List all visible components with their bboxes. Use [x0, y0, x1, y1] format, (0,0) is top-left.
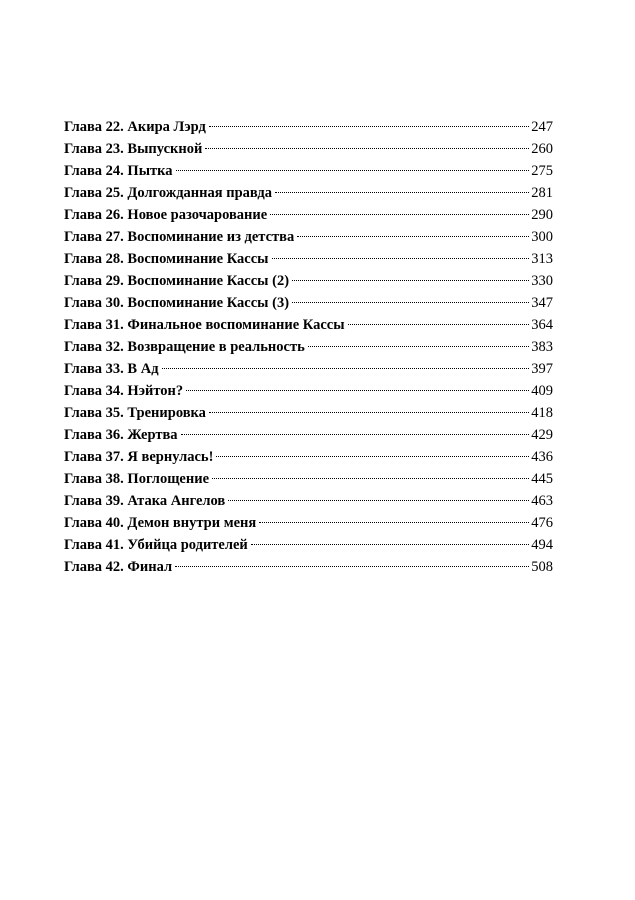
toc-entry — [64, 204, 553, 226]
toc-entry — [64, 160, 553, 182]
toc-entry-page: 383 — [531, 339, 553, 355]
toc-entry-title: Глава 41. Убийца родителей — [64, 537, 248, 553]
dot-leader — [292, 302, 529, 303]
toc-entry — [64, 556, 553, 578]
dot-leader — [205, 148, 529, 149]
toc-entry-page: 397 — [531, 361, 553, 377]
dot-leader — [348, 324, 530, 325]
dot-leader — [162, 368, 530, 369]
toc-entry-title: Глава 36. Жертва — [64, 427, 178, 443]
toc-entry — [64, 468, 553, 490]
dot-leader — [251, 544, 529, 545]
toc-entry-page: 313 — [531, 251, 553, 267]
toc-entry-title: Глава 24. Пытка — [64, 163, 173, 179]
toc-entry-page: 281 — [531, 185, 553, 201]
toc-entry-title: Глава 38. Поглощение — [64, 471, 210, 487]
toc-entry — [64, 490, 553, 512]
toc-entry-title: Глава 22. Акира Лэрд — [64, 119, 206, 135]
toc-entry — [64, 292, 553, 314]
toc-entry-page: 290 — [531, 207, 553, 223]
toc-entry — [64, 138, 553, 160]
toc-entry-page: 445 — [531, 471, 553, 487]
toc-entry — [64, 116, 553, 138]
toc-entry-page: 260 — [531, 141, 553, 157]
toc-entry-title: Глава 33. В Ад — [64, 361, 159, 377]
toc-entry-title: Глава 35. Тренировка — [64, 405, 206, 421]
toc-entry-title: Глава 40. Демон внутри меня — [64, 515, 257, 531]
toc-entry-title: Глава 30. Воспоминание Кассы (3) — [64, 295, 290, 311]
toc-entry — [64, 380, 553, 402]
dot-leader — [209, 412, 529, 413]
toc-entry-title: Глава 28. Воспоминание Кассы — [64, 251, 269, 267]
toc-entry — [64, 358, 553, 380]
toc-entry-page: 347 — [531, 295, 553, 311]
toc-entry — [64, 446, 553, 468]
toc-entry — [64, 534, 553, 556]
toc-entry-page: 476 — [531, 515, 553, 531]
toc-entry-title: Глава 37. Я вернулась! — [64, 449, 214, 465]
toc-entry-title: Глава 27. Воспоминание из детства — [64, 229, 295, 245]
toc-entry — [64, 424, 553, 446]
dot-leader — [308, 346, 530, 347]
toc-entry-page: 409 — [531, 383, 553, 399]
toc-entry — [64, 402, 553, 424]
dot-leader — [216, 456, 529, 457]
dot-leader — [181, 434, 530, 435]
toc-entry-page: 494 — [531, 537, 553, 553]
dot-leader — [275, 192, 529, 193]
toc-entry-title: Глава 39. Атака Ангелов — [64, 493, 226, 509]
toc-entry-page: 364 — [531, 317, 553, 333]
dot-leader — [297, 236, 529, 237]
dot-leader — [259, 522, 529, 523]
toc-entry — [64, 226, 553, 248]
toc-entry-page: 300 — [531, 229, 553, 245]
toc-entry-page: 508 — [531, 559, 553, 575]
dot-leader — [176, 170, 530, 171]
toc-entry-title: Глава 42. Финал — [64, 559, 173, 575]
toc-entry — [64, 314, 553, 336]
toc-entry-title: Глава 34. Нэйтон? — [64, 383, 184, 399]
toc-entry-page: 247 — [531, 119, 553, 135]
table-of-contents — [64, 116, 553, 578]
toc-entry-page: 418 — [531, 405, 553, 421]
toc-entry-title: Глава 31. Финальное воспоминание Кассы — [64, 317, 345, 333]
dot-leader — [175, 566, 529, 567]
toc-entry-title: Глава 32. Возвращение в реальность — [64, 339, 305, 355]
toc-entry — [64, 270, 553, 292]
dot-leader — [292, 280, 529, 281]
toc-entry — [64, 336, 553, 358]
toc-entry-title: Глава 26. Новое разочарование — [64, 207, 268, 223]
dot-leader — [209, 126, 529, 127]
toc-entry-page: 463 — [531, 493, 553, 509]
toc-entry — [64, 182, 553, 204]
toc-entry — [64, 248, 553, 270]
dot-leader — [272, 258, 530, 259]
dot-leader — [212, 478, 529, 479]
toc-entry-page: 275 — [531, 163, 553, 179]
dot-leader — [270, 214, 529, 215]
toc-entry-title: Глава 23. Выпускной — [64, 141, 203, 157]
toc-entry-title: Глава 25. Долгожданная правда — [64, 185, 272, 201]
toc-entry-page: 429 — [531, 427, 553, 443]
toc-entry — [64, 512, 553, 534]
dot-leader — [186, 390, 529, 391]
toc-entry-title: Глава 29. Воспоминание Кассы (2) — [64, 273, 290, 289]
toc-entry-page: 436 — [531, 449, 553, 465]
dot-leader — [228, 500, 529, 501]
toc-entry-page: 330 — [531, 273, 553, 289]
